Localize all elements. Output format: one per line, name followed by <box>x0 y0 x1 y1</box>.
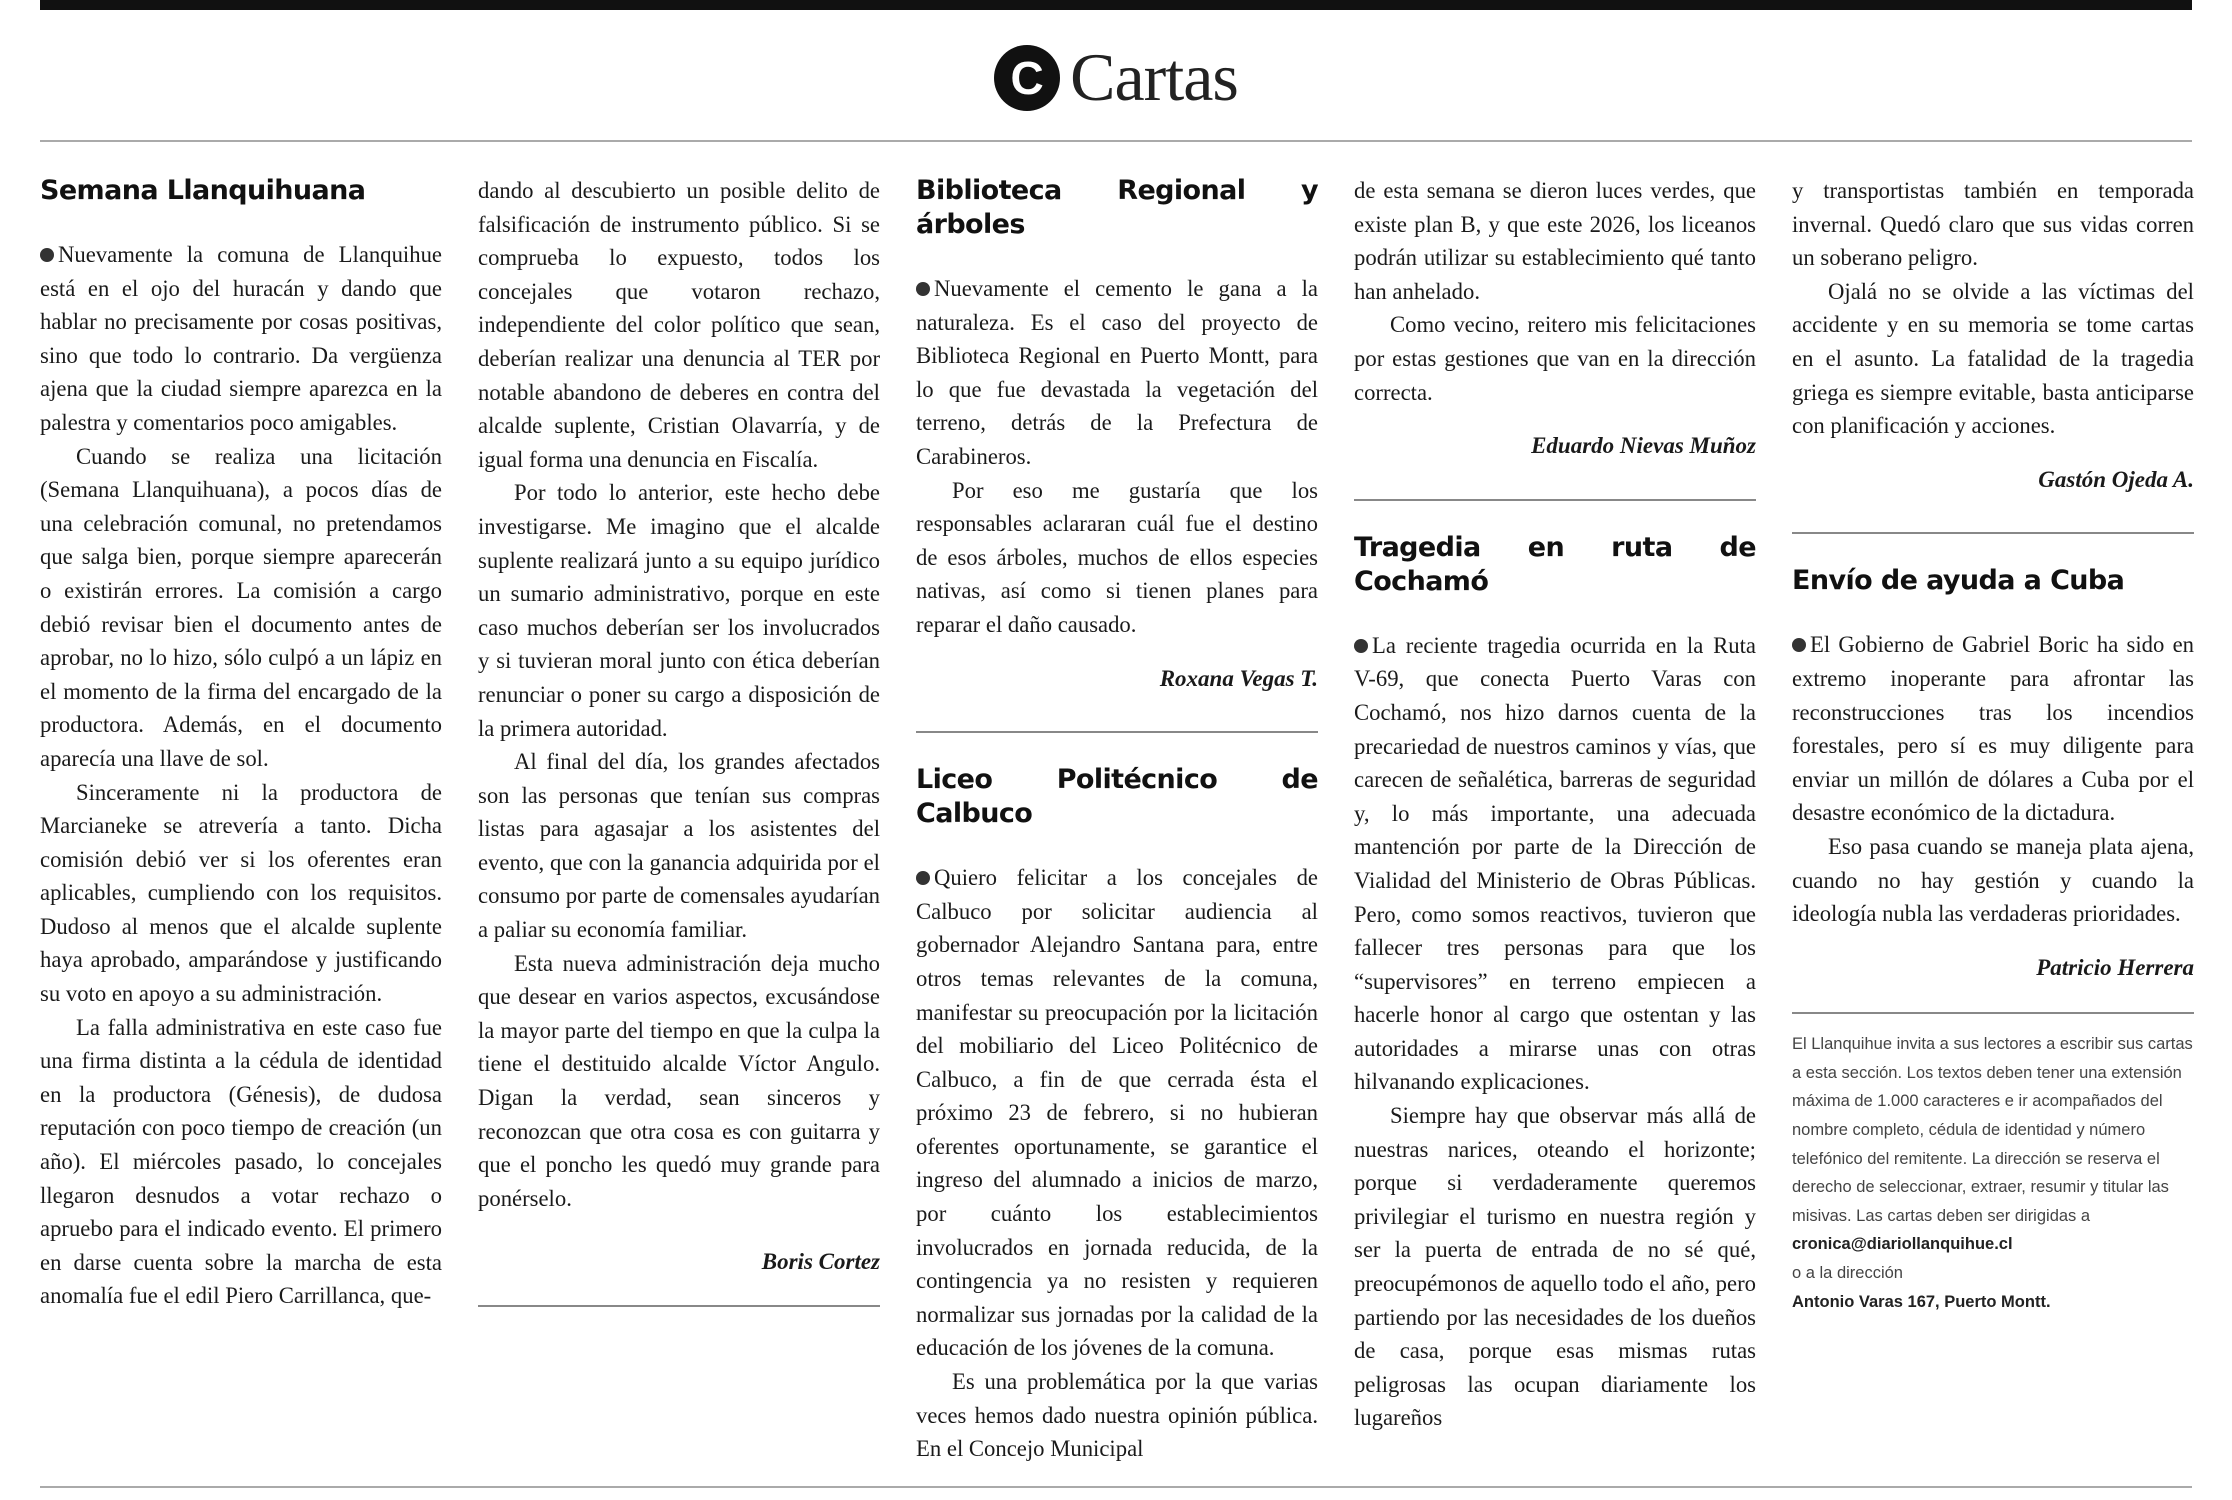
letter-paragraph: Es una problemática por la que varias veces hemos dado nuestra opinión pública. En el Concejo Municipal <box>916 1369 1318 1462</box>
letter-paragraph: Sinceramente ni la productora de Marcianeke se atrevería a tanto. Dicha comisión debió ver si los oferentes eran aplicables, cumpliendo con los requisitos. Dudoso al menos que el alcalde suplente haya aprobado, amparándose y justificando su voto en apoyo a su administración. <box>40 779 442 1007</box>
signature-roxana-vegas: Roxana Vegas T. <box>1159 665 1318 691</box>
column-4 <box>1354 174 1756 1435</box>
letter-paragraph: Quiero felicitar a los concejales de Calbuco por solicitar audiencia al gobernador Alejandro Santana para, entre otros temas relevantes de la comuna, manifestar su preocupación por la licitación del mobiliario del Liceo Politécnico de Calbuco, a fin de que cerrada ésta el próximo 23 de febrero, si no hubieran oferentes oportunamente, se garantice el ingreso del alumnado a inicios de marzo, por cuánto los establecimientos involucrados en jornada reducida, de la contingencia ya no resisten y requieren normalizar sus jornadas por la calidad de la educación de los jóvenes de la comuna. <box>916 865 1318 1361</box>
letter-paragraph: de esta semana se dieron luces verdes, que existe plan B, y que este 2026, los liceanos podrán utilizar su establecimiento qué tanto han anhelado. <box>1354 178 1756 304</box>
column-3 <box>916 174 1318 1466</box>
note-email: cronica@diariollanquihue.cl <box>1792 1235 2013 1254</box>
bullet-icon <box>916 282 930 296</box>
letter-paragraph: Cuando se realiza una licitación (Semana Llanquihuana), a pocos días de una celebración comunal, no pretendamos que salga bien, porque siempre aparecerán o existirán errores. La comisión a cargo debió revisar bien el documento antes de aprobar, no lo hizo, sólo culpó a un lápiz en el momento de la firma del encargado de la productora. Además, en el documento aparecía una llave de sol. <box>40 443 442 771</box>
letter-title-liceo: Liceo Politécnico de Calbuco <box>916 764 1318 830</box>
header-divider <box>40 140 2192 142</box>
letter-paragraph: La falla administrativa en este caso fue una firma distinta a la cédula de identidad en la productora (Génesis), de dudosa reputación con poco tiempo de creación (un año). El miércoles pasado, lo concejales llegaron desnudos a votar rechazo o apruebo para el indicado evento. El primero en darse cuenta sobre la marcha de esta anomalía fue el edil Piero Carrillanca, que- <box>40 1014 442 1309</box>
top-bar <box>40 0 2192 10</box>
letter-paragraph: Siempre hay que observar más allá de nuestras narices, oteando el horizonte; porque si verdaderamente queremos privilegiar el turismo en nuestra región y ser la puerta de entrada de no sé qué, preocupémonos de aquello todo el año, pero partiendo por las necesidades de los dueños de casa, porque esas mismas rutas peligrosas las ocupan diariamente los lugareños <box>1354 1103 1756 1431</box>
letter-paragraph: Nuevamente el cemento le gana a la naturaleza. Es el caso del proyecto de Biblioteca Regional en Puerto Montt, para lo que fue devastada la vegetación del terreno, detrás de la Prefectura de Carabineros. <box>916 276 1318 469</box>
letter-paragraph: Nuevamente la comuna de Llanquihue está en el ojo del huracán y dando que hablar no precisamente por cosas positivas, sino que todo lo contrario. Da vergüenza ajena que la ciudad siempre aparezca en la palestra y comentarios poco amigables. <box>40 242 442 435</box>
signature-boris-cortez: Boris Cortez <box>761 1249 880 1275</box>
letter-title-tragedia: Tragedia en ruta de Cochamó <box>1354 531 1756 597</box>
section-logo-icon: C <box>994 45 1060 111</box>
article-divider <box>1354 499 1756 501</box>
section-masthead <box>0 38 2232 118</box>
letter-paragraph: Ojalá no se olvide a las víctimas del accidente y en su memoria se tome cartas en el asunto. La fatalidad de la tragedia griega es siempre evitable, basta anticiparse con planificación y acciones. <box>1792 278 2194 439</box>
column-divider <box>478 1305 880 1307</box>
bullet-icon <box>1792 638 1806 652</box>
letter-paragraph: Por todo lo anterior, este hecho debe investigarse. Me imagino que el alcalde suplente realizará junto a su equipo jurídico un sumario administrativo, porque en este caso muchos deberían ser los involucrados y si tuvieran moral junto con ética deberían renunciar o poner su cargo a disposición de la primera autoridad. <box>478 480 880 741</box>
letter-title-biblioteca: Biblioteca Regional y árboles <box>916 175 1318 240</box>
column-5 <box>1792 174 2194 1316</box>
letter-paragraph: La reciente tragedia ocurrida en la Ruta V-69, que conecta Puerto Varas con Cochamó, nos hizo darnos cuenta de la precariedad de nuestros caminos y vías, que carecen de señalética, barreras de seguridad y, lo más importante, una adecuada mantención por parte de la Dirección de Vialidad del Ministerio de Obras Públicas. Pero, como somos reactivos, tuvieron que fallecer tres personas para que los “supervisores” en terreno empiecen a hacerle honor al cargo que ostentan y las autoridades a mirarse unas con otras hilvanando explicaciones. <box>1354 632 1756 1095</box>
letter-title-cuba: Envío de ayuda a Cuba <box>1792 565 2125 597</box>
letter-paragraph: Al final del día, los grandes afectados son las personas que tenían sus compras listas para agasajar a los asistentes del evento, que con la ganancia adquirida por el consumo por parte de comensales ayudarían a paliar su economía familiar. <box>478 749 880 943</box>
footer-divider <box>40 1486 2192 1488</box>
signature-eduardo-nievas: Eduardo Nievas Muñoz <box>1531 433 1756 459</box>
letter-paragraph: El Gobierno de Gabriel Boric ha sido en extremo inoperante para afrontar las reconstrucciones tras los incendios forestales, pero sí es muy diligente para enviar un millón de dólares a Cuba por el desastre económico de la dictadura. <box>1792 632 2194 826</box>
letter-paragraph: Eso pasa cuando se maneja plata ajena, cuando no hay gestión y cuando la ideología nubla las verdaderas prioridades. <box>1792 833 2194 927</box>
letter-paragraph: y transportistas también en temporada invernal. Quedó claro que sus vidas corren un soberano peligro. <box>1792 178 2194 271</box>
signature-patricio-herrera: Patricio Herrera <box>2036 954 2194 980</box>
letter-paragraph: Esta nueva administración deja mucho que desear en varios aspectos, excusándose la mayor parte del tiempo en que la culpa la tiene el destituido alcalde Víctor Angulo. Digan la verdad, sean sinceros y reconozcan que otra cosa es con guitarra y que el poncho les quedó muy grande para ponérselo. <box>478 950 880 1211</box>
column-1 <box>40 174 442 1313</box>
bullet-icon <box>916 871 930 885</box>
letter-paragraph: Por eso me gustaría que los responsables aclararan cuál fue el destino de esos árboles, muchos de ellos especies nativas, así como si tienen planes para reparar el daño causado. <box>916 477 1318 637</box>
column-2 <box>478 174 880 1337</box>
letter-paragraph: Como vecino, reitero mis felicitaciones por estas gestiones que van en la dirección correcta. <box>1354 312 1756 405</box>
note-text: El Llanquihue invita a sus lectores a escribir sus cartas a esta sección. Los textos deben tener una extensión máxima de 1.000 caracteres e ir acompañados del nombre completo, cédula de identidad y número telefónico del remitente. La dirección se reserva el derecho de seleccionar, extraer, resumir y titular las misivas. Las cartas deben ser dirigidas a <box>1792 1035 2193 1225</box>
section-title: Cartas <box>1070 39 1238 115</box>
letter-title-semana: Semana Llanquihuana <box>40 175 366 206</box>
bullet-icon <box>40 248 54 262</box>
article-divider <box>916 731 1318 733</box>
letter-paragraph: dando al descubierto un posible delito de falsificación de instrumento público. Si se comprueba lo expuesto, todos los concejales que votaron rechazo, independiente del color político que sean, deberían realizar una denuncia al TER por notable abandono de deberes en contra del alcalde suplente, Cristian Olavarría, y de igual forma una denuncia en Fiscalía. <box>478 178 880 472</box>
note-address: Antonio Varas 167, Puerto Montt. <box>1792 1292 2051 1311</box>
article-divider <box>1792 532 2194 534</box>
note-or-text: o a la dirección <box>1792 1264 1903 1283</box>
submission-note <box>1792 1012 2194 1316</box>
signature-gaston-ojeda: Gastón Ojeda A. <box>2038 466 2194 492</box>
bullet-icon <box>1354 639 1368 653</box>
